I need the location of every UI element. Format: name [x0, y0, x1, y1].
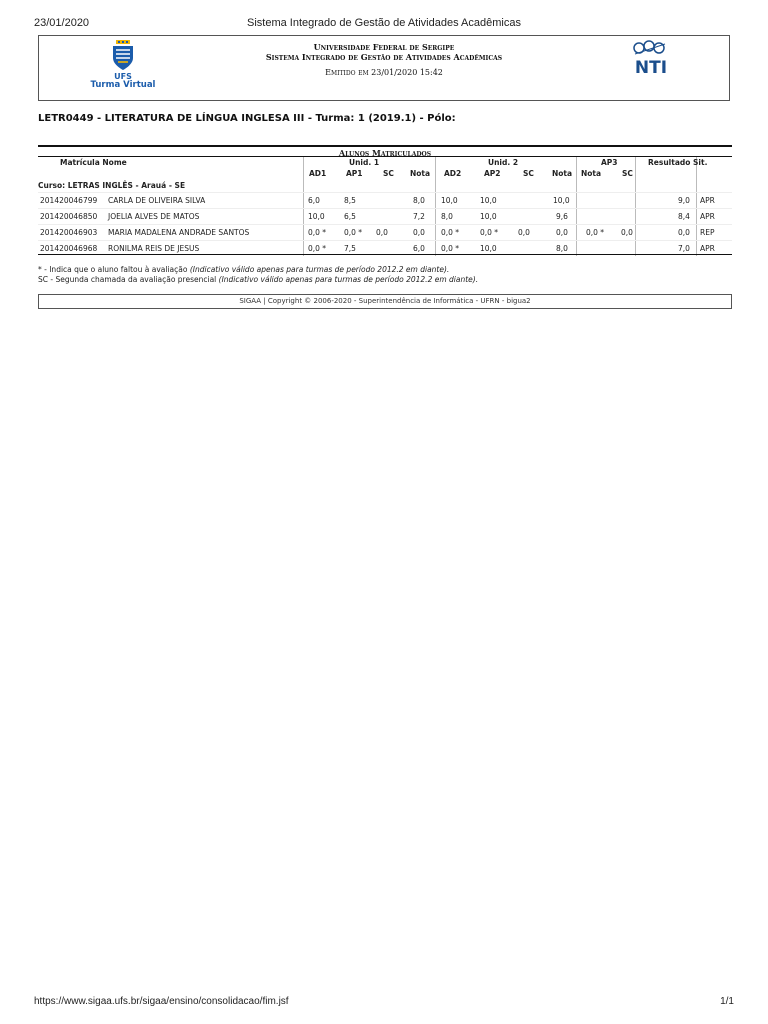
cell-resultado: 8,4 — [678, 212, 690, 221]
cell-ap3-nota: 0,0 * — [586, 228, 605, 237]
header-ad1: AD1 — [309, 169, 327, 178]
nti-text: NTI — [634, 58, 668, 78]
header-ap2: AP2 — [484, 169, 501, 178]
nti-logo-icon — [629, 40, 673, 60]
page-url: https://www.sigaa.ufs.br/sigaa/ensino/consolidacao/fim.jsf — [34, 996, 289, 1007]
cell-nota1: 8,0 — [413, 196, 425, 205]
sigaa-footer: SIGAA | Copyright © 2006-2020 - Superintendência de Informática - UFRN - bigua2 — [38, 294, 732, 309]
curso-row — [38, 179, 732, 192]
header-sc2: SC — [523, 169, 534, 178]
header-ap1: AP1 — [346, 169, 363, 178]
ufs-crest-icon — [111, 40, 135, 72]
cell-ad2: 0,0 * — [441, 244, 460, 253]
table-row — [38, 224, 732, 240]
curso-label: Curso: LETRAS INGLÊS - Arauá - SE — [38, 181, 186, 190]
header-ap3-nota: Nota — [581, 169, 602, 178]
cell-nome: MARIA MADALENA ANDRADE SANTOS — [108, 228, 250, 237]
legend-absence-note: (Indicativo válido apenas para turmas de período 2012.2 em diante). — [189, 265, 450, 274]
cell-nome: JOELIA ALVES DE MATOS — [108, 212, 200, 221]
report-banner — [38, 35, 730, 101]
cell-matricula: 201420046903 — [40, 228, 98, 237]
cell-nota1: 0,0 — [413, 228, 425, 237]
cell-sit: APR — [700, 244, 715, 253]
cell-ap1: 8,5 — [344, 196, 356, 205]
cell-ad1: 6,0 — [308, 196, 320, 205]
banner-institution — [219, 42, 549, 78]
nti-logo — [629, 40, 673, 84]
header-row-sub — [38, 168, 732, 179]
print-header — [34, 17, 734, 31]
alunos-matriculados-caption: Alunos Matriculados — [38, 145, 732, 158]
print-title: Sistema Integrado de Gestão de Atividades Acadêmicas — [247, 17, 521, 29]
cell-ad1: 0,0 * — [308, 228, 327, 237]
header-nota1: Nota — [410, 169, 431, 178]
cell-ap2: 10,0 — [480, 212, 497, 221]
grades-table — [38, 156, 732, 256]
header-matricula-nome: Matrícula Nome — [60, 158, 127, 167]
page-number: 1/1 — [720, 996, 734, 1007]
legend-second-call-text: SC - Segunda chamada da avaliação presencial — [38, 275, 219, 284]
cell-ad2: 8,0 — [441, 212, 453, 221]
header-unid2: Unid. 2 — [488, 158, 519, 167]
print-footer — [34, 996, 734, 1010]
cell-nota1: 7,2 — [413, 212, 425, 221]
cell-matricula: 201420046968 — [40, 244, 98, 253]
cell-resultado: 9,0 — [678, 196, 690, 205]
emitido-em: Emitido em 23/01/2020 15:42 — [325, 68, 443, 77]
cell-nota2: 9,6 — [556, 212, 568, 221]
legend-second-call — [38, 275, 732, 285]
cell-resultado: 7,0 — [678, 244, 690, 253]
cell-nota2: 0,0 — [556, 228, 568, 237]
header-nota2: Nota — [552, 169, 573, 178]
cell-nota1: 6,0 — [413, 244, 425, 253]
legend-absence-text: * - Indica que o aluno faltou à avaliação — [38, 265, 190, 274]
cell-nota2: 8,0 — [556, 244, 568, 253]
cell-sc1: 0,0 — [376, 228, 388, 237]
cell-ap1: 0,0 * — [344, 228, 363, 237]
cell-ad2: 0,0 * — [441, 228, 460, 237]
cell-ap3-sc: 0,0 — [621, 228, 633, 237]
cell-ap1: 6,5 — [344, 212, 356, 221]
cell-nome: CARLA DE OLIVEIRA SILVA — [108, 196, 206, 205]
cell-ap2: 10,0 — [480, 196, 497, 205]
header-sc1: SC — [383, 169, 394, 178]
cell-ad2: 10,0 — [441, 196, 458, 205]
table-bottom-rule — [38, 254, 732, 255]
cell-sit: APR — [700, 196, 715, 205]
cell-sc2: 0,0 — [518, 228, 530, 237]
ufs-logo — [83, 40, 163, 96]
cell-sit: REP — [700, 228, 715, 237]
cell-matricula: 201420046850 — [40, 212, 98, 221]
table-row — [38, 208, 732, 224]
cell-ap1: 7,5 — [344, 244, 356, 253]
university-name: Universidade Federal de Sergipe — [313, 42, 455, 52]
cell-resultado: 0,0 — [678, 228, 690, 237]
turma-virtual-text: Turma Virtual — [90, 80, 156, 90]
header-ad2: AD2 — [444, 169, 462, 178]
legend-absence — [38, 265, 732, 275]
header-unid1: Unid. 1 — [349, 158, 380, 167]
system-name: Sistema Integrado de Gestão de Atividades Acadêmicas — [265, 52, 503, 62]
table-row — [38, 192, 732, 208]
cell-nota2: 10,0 — [553, 196, 570, 205]
header-row-top — [38, 157, 732, 168]
cell-ad1: 0,0 * — [308, 244, 327, 253]
header-resultado-sit: Resultado Sit. — [648, 158, 708, 167]
print-date: 23/01/2020 — [34, 17, 90, 29]
cell-ap2: 10,0 — [480, 244, 497, 253]
cell-ad1: 10,0 — [308, 212, 325, 221]
cell-sit: APR — [700, 212, 715, 221]
header-ap3: AP3 — [601, 158, 618, 167]
header-ap3-sc: SC — [622, 169, 633, 178]
turma-title: LETR0449 - LITERATURA DE LÍNGUA INGLESA III - Turma: 1 (2019.1) - Pólo: — [38, 113, 456, 124]
ufs-logo-text: UFS — [114, 72, 132, 81]
cell-nome: RONILMA REIS DE JESUS — [108, 244, 200, 253]
legend — [38, 265, 732, 285]
cell-ap2: 0,0 * — [480, 228, 499, 237]
legend-second-call-note: (Indicativo válido apenas para turmas de período 2012.2 em diante). — [218, 275, 479, 284]
cell-matricula: 201420046799 — [40, 196, 98, 205]
